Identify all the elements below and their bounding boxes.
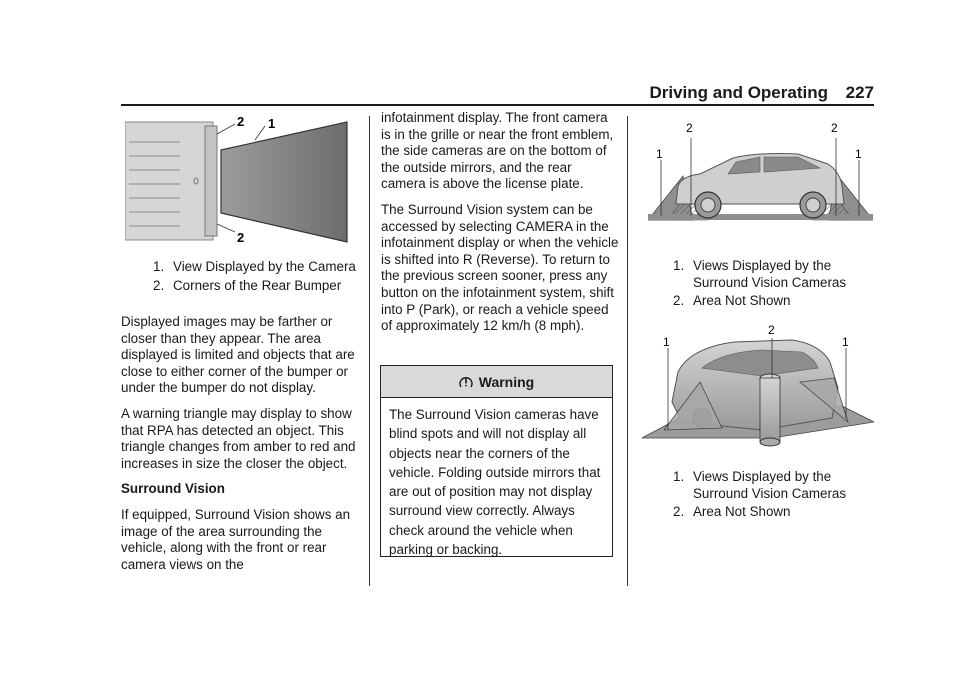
callout-2-right: 2 bbox=[831, 121, 838, 135]
rear-camera-diagram bbox=[125, 112, 360, 247]
figure1-caption bbox=[153, 259, 363, 296]
surround-vision-perspective-diagram bbox=[642, 318, 874, 458]
header-rule bbox=[121, 104, 874, 106]
column-divider-right bbox=[627, 116, 628, 586]
warning-title: Warning bbox=[478, 373, 535, 390]
caption-text: View Displayed by the Camera bbox=[173, 259, 356, 274]
callout-2-top: 2 bbox=[237, 114, 245, 129]
warning-circle-icon bbox=[459, 375, 473, 389]
paragraph: infotainment display. The front camera is in the grille or near the front emblem, the side cameras are on the bottom of the outside mirrors, and the rear camera is above the license plate. bbox=[381, 110, 614, 192]
caption-text: Area Not Shown bbox=[693, 504, 791, 520]
caption-number: 1. bbox=[673, 469, 685, 484]
caption-number: 2. bbox=[673, 504, 685, 520]
figure2-caption bbox=[673, 258, 873, 312]
section-title: Driving and Operating bbox=[649, 83, 828, 102]
caption-text: Views Displayed by the Surround Vision Cameras bbox=[693, 469, 847, 501]
caption-number: 2. bbox=[673, 293, 685, 309]
page-number: 227 bbox=[845, 83, 874, 102]
paragraph: If equipped, Surround Vision shows an image of the area surrounding the vehicle, along with the front or rear camera views on the bbox=[121, 506, 351, 572]
warning-body: The Surround Vision cameras have blind spots and will not display all objects near the corners of the vehicle. Folding outside mirrors that are out of position may not display surround view correctly. Always check around the vehicle when parking or backing. bbox=[389, 407, 601, 558]
caption-item bbox=[673, 469, 873, 502]
callout-1-right: 1 bbox=[842, 335, 849, 349]
callout-1: 1 bbox=[268, 116, 276, 131]
figure3-caption bbox=[673, 469, 873, 523]
column-divider-left bbox=[369, 116, 370, 586]
caption-item bbox=[673, 258, 873, 291]
callout-1-left: 1 bbox=[656, 147, 663, 161]
caption-item bbox=[153, 278, 363, 295]
caption-text: Corners of the Rear Bumper bbox=[173, 277, 342, 293]
caption-number: 2. bbox=[153, 277, 165, 293]
subheading: Surround Vision bbox=[121, 481, 225, 497]
caption-number: 1. bbox=[153, 259, 165, 274]
callout-2-left: 2 bbox=[686, 121, 693, 135]
callout-1-left: 1 bbox=[663, 335, 670, 349]
caption-item bbox=[673, 504, 873, 521]
caption-item bbox=[153, 259, 363, 276]
paragraph: The Surround Vision system can be accessed by selecting CAMERA in the infotainment display or when the vehicle is shifted into R (Reverse). To return to the previous screen sooner, press any button on the infotainment system, shift into P (Park), or reach a vehicle speed of approximately 12 km/h (8 mph). bbox=[381, 201, 619, 334]
column-1-text bbox=[121, 314, 361, 582]
callout-2: 2 bbox=[768, 323, 775, 337]
warning-header bbox=[381, 366, 612, 398]
callout-2-bottom: 2 bbox=[237, 230, 245, 245]
paragraph: Displayed images may be farther or closer than they appear. The area displayed is limited and objects that are close to either corner of the bumper or under the bumper do not display. bbox=[121, 314, 355, 396]
caption-item bbox=[673, 293, 873, 310]
surround-vision-side-diagram bbox=[648, 116, 873, 224]
paragraph: A warning triangle may display to show that RPA has detected an object. This triangle changes from amber to red and increases in size the closer the object. bbox=[121, 405, 356, 471]
caption-number: 1. bbox=[673, 258, 685, 273]
callout-1-right: 1 bbox=[855, 147, 862, 161]
warning-box bbox=[380, 365, 613, 557]
column-2-text bbox=[381, 110, 619, 344]
caption-text: Area Not Shown bbox=[693, 293, 791, 309]
caption-text: Views Displayed by the Surround Vision Cameras bbox=[693, 258, 847, 290]
